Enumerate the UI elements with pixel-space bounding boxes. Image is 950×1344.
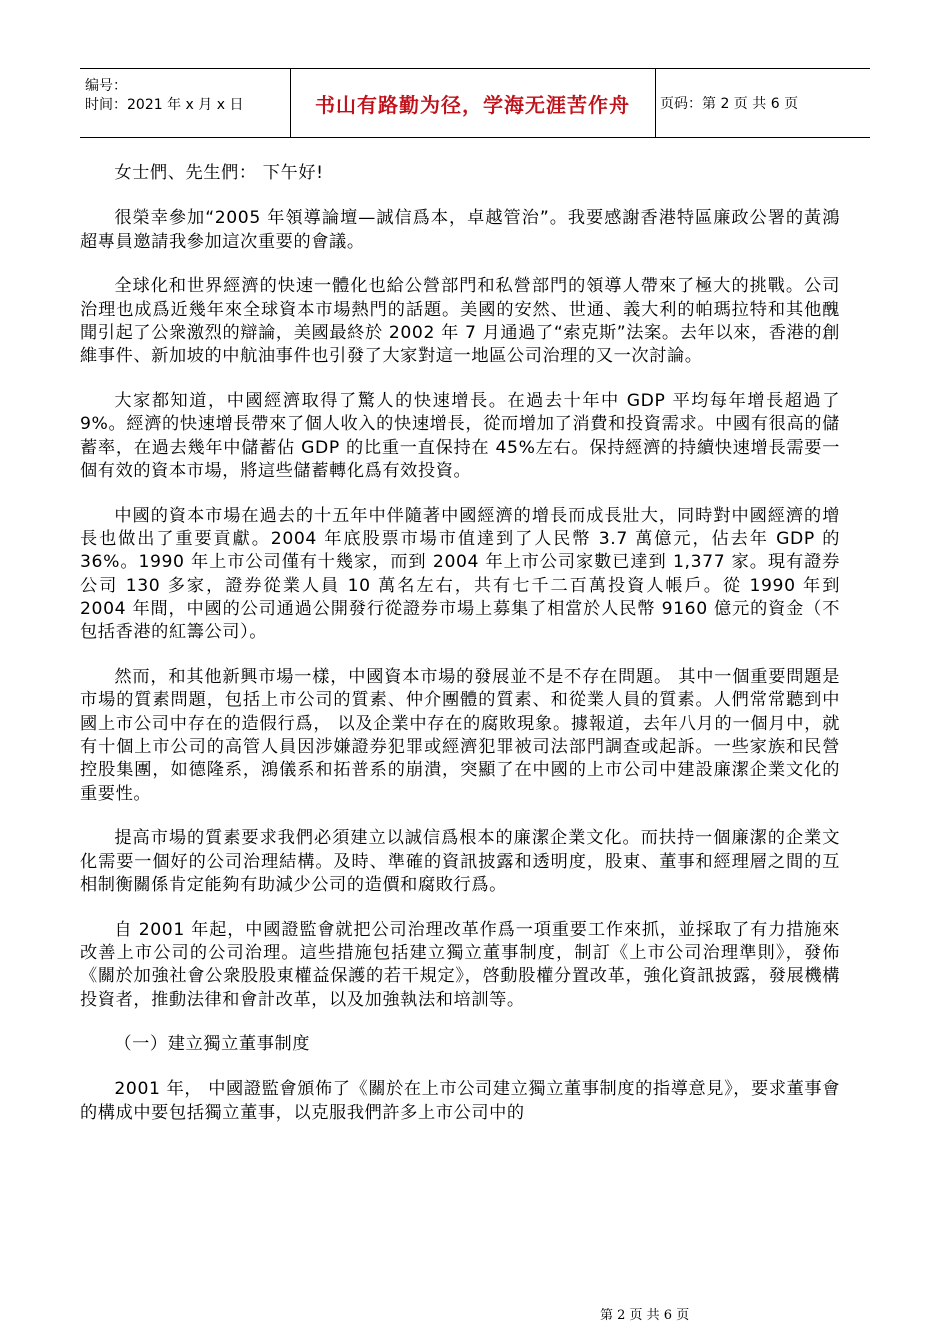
- page-footer: 第 2 页 共 6 页: [600, 1308, 690, 1323]
- header-page-label: 页码：第 2 页 共 6 页: [660, 96, 799, 112]
- greeting-paragraph: 女士們、先生們： 下午好!: [114, 163, 324, 183]
- body-paragraph: 2001 年， 中國證監會頒佈了《關於在上市公司建立獨立董事制度的指導意見》，要求董事會的構成中要包括獨立董事，以克服我們許多上市公司中的: [80, 1079, 840, 1123]
- header-meta: [85, 69, 290, 137]
- document-body: [80, 162, 840, 1146]
- body-paragraph: 大家都知道，中國經濟取得了驚人的快速增長。在過去十年中 GDP 平均每年增長超過了 9%。經濟的快速增長帶來了個人收入的快速增長，從而增加了消費和投資需求。中國有很高的儲蓄率，在過去幾年中儲蓄佔 GDP 的比重一直保持在 45%左右。保持經濟的持續快速增長需要一個有效的資本市場，將這些儲蓄轉化爲有效投資。: [80, 391, 840, 481]
- document-number-label: 编号：: [85, 78, 127, 94]
- header-divider: [655, 69, 656, 137]
- header-table: [80, 68, 870, 138]
- header-motto: 书山有路勤为径，学海无涯苦作舟: [315, 92, 630, 117]
- body-paragraph: 中國的資本市場在過去的十五年中伴隨著中國經濟的增長而成長壯大，同時對中國經濟的增長也做出了重要貢獻。2004 年底股票市場市值達到了人民幣 3.7 萬億元，佔去年 GDP 的 36%。1990 年上市公司僅有十幾家，而到 2004 年上市公司家數已達到 1,377 家。現有證券公司 130 多家，證券從業人員 10 萬名左右，共有七千二百萬投資人帳戶。從 1990 年到 2004 年間，中國的公司通過公開發行從證券市場上募集了相當於人民幣 9160 億元的資金（不包括香港的紅籌公司）。: [80, 505, 840, 643]
- body-paragraph: 全球化和世界經濟的快速一體化也給公營部門和私營部門的領導人帶來了極大的挑戰。公司治理也成爲近幾年來全球資本市場熱門的話題。美國的安然、世通、義大利的帕瑪拉特和其他醜聞引起了公衆激烈的辯論，美國最終於 2002 年 7 月通過了“索克斯”法案。去年以來，香港的創維事件、新加坡的中航油事件也引發了大家對這一地區公司治理的又一次討論。: [80, 276, 840, 367]
- section-heading: （一）建立獨立董事制度: [114, 1034, 311, 1055]
- body-paragraph: 提高市場的質素要求我們必須建立以誠信爲根本的廉潔企業文化。而扶持一個廉潔的企業文化需要一個好的公司治理結構。及時、準確的資訊披露和透明度，股東、董事和經理層之間的互相制衡關係肯定能夠有助減少公司的造價和腐敗行爲。: [80, 828, 840, 895]
- document-time-label: 时间：2021 年 x 月 x 日: [85, 97, 244, 113]
- body-paragraph: 很榮幸參加“2005 年領導論壇—誠信爲本，卓越管治”。我要感謝香港特區廉政公署的黃鴻超專員邀請我參加這次重要的會議。: [80, 208, 840, 252]
- body-paragraph: 然而，和其他新興市場一樣，中國資本市場的發展並不是不存在問題。 其中一個重要問題是市場的質素問題，包括上市公司的質素、仲介團體的質素、和從業人員的質素。人們常常聽到中國上市公司中存在的造假行爲， 以及企業中存在的腐敗現象。據報道，去年八月的一個月中，就有十個上市公司的高管人員因涉嫌證券犯罪或經濟犯罪被司法部門調查或起訴。一些家族和民營控股集團，如德隆系，鴻儀系和拓普系的崩潰，突顯了在中國的上市公司中建設廉潔企業文化的重要性。: [80, 667, 840, 804]
- body-paragraph: 自 2001 年起，中國證監會就把公司治理改革作爲一項重要工作來抓，並採取了有力措施來改善上市公司的公司治理。這些措施包括建立獨立董事制度，制訂《上市公司治理準則》，發佈《關於加強社會公衆股股東權益保護的若干規定》，啓動股權分置改革，強化資訊披露，發展機構投資者，推動法律和會計改革，以及加強執法和培訓等。: [80, 919, 840, 1010]
